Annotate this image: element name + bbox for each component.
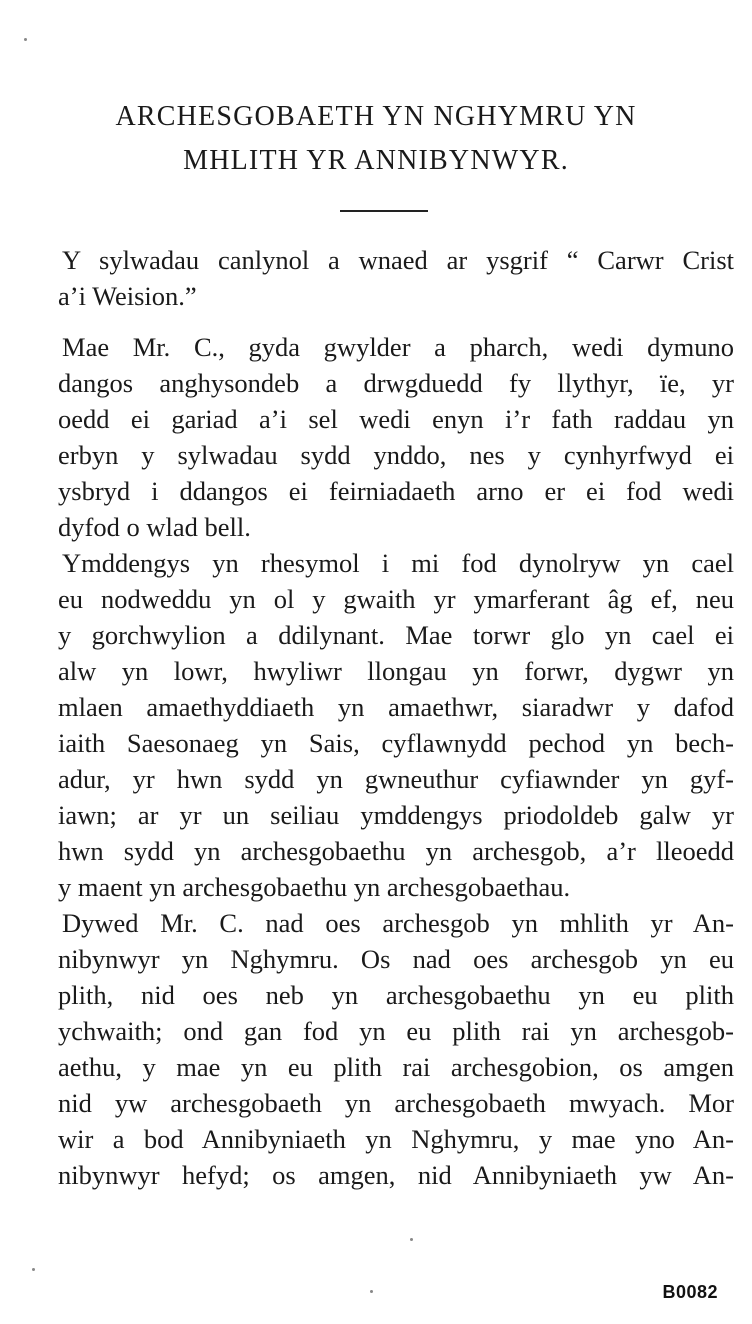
text-line: Dywed Mr. C. nad oes archesgob yn mhlith yr An- xyxy=(62,908,734,938)
title-line-1: ARCHESGOBAETH YN NGHYMRU YN xyxy=(115,101,637,132)
text-line: dyfod o wlad bell. xyxy=(58,512,251,542)
text-line: adur, yr hwn sydd yn gwneuthur cyfiawnder yn gyf- xyxy=(58,764,734,794)
text-line: ychwaith; ond gan fod yn eu plith rai yn archesgob- xyxy=(58,1016,734,1046)
text-line: aethu, y mae yn eu plith rai archesgobion, os amgen xyxy=(58,1052,734,1082)
paper-speck xyxy=(24,38,27,41)
text-line: iawn; ar yr un seiliau ymddengys priodoldeb galw yr xyxy=(58,800,734,830)
text-line: erbyn y sylwadau sydd ynddo, nes y cynhyrfwyd ei xyxy=(58,440,734,470)
text-line: y maent yn archesgobaethu yn archesgobaethau. xyxy=(58,872,571,902)
text-line: hwn sydd yn archesgobaethu yn archesgob, a’r lleoedd xyxy=(58,836,734,866)
text-line: oedd ei gariad a’i sel wedi enyn i’r fath raddau yn xyxy=(58,404,734,434)
title-line-2: MHLITH YR ANNIBYNWYR. xyxy=(183,145,569,176)
text-line: a’i Weision.” xyxy=(58,281,197,311)
text-line: dangos anghysondeb a drwgduedd fy llythyr, ïe, yr xyxy=(58,368,734,398)
text-line: y gorchwylion a ddilynant. Mae torwr glo yn cael ei xyxy=(58,620,734,650)
paper-speck xyxy=(32,1268,35,1271)
text-line: nid yw archesgobaeth yn archesgobaeth mwyach. Mor xyxy=(58,1088,734,1118)
text-line: nibynwyr yn Nghymru. Os nad oes archesgob yn eu xyxy=(58,944,734,974)
text-line: Y sylwadau canlynol a wnaed ar ysgrif “ Carwr Crist xyxy=(62,245,734,275)
text-line: ysbryd i ddangos ei feirniadaeth arno er ei fod wedi xyxy=(58,476,734,506)
text-line: iaith Saesonaeg yn Sais, cyflawnydd pechod yn bech- xyxy=(58,728,734,758)
page-identifier: B0082 xyxy=(662,1282,718,1302)
text-line: alw yn lowr, hwyliwr llongau yn forwr, dygwr yn xyxy=(58,656,734,686)
paper-speck xyxy=(410,1238,413,1241)
paper-speck xyxy=(370,1290,373,1293)
title-divider xyxy=(340,210,428,212)
text-line: Ymddengys yn rhesymol i mi fod dynolryw yn cael xyxy=(62,548,734,578)
text-line: mlaen amaethyddiaeth yn amaethwr, siaradwr y dafod xyxy=(58,692,734,722)
text-line: plith, nid oes neb yn archesgobaethu yn eu plith xyxy=(58,980,734,1010)
text-line: eu nodweddu yn ol y gwaith yr ymarferant âg ef, neu xyxy=(58,584,734,614)
text-line: wir a bod Annibyniaeth yn Nghymru, y mae yno An- xyxy=(58,1124,734,1154)
text-line: Mae Mr. C., gyda gwylder a pharch, wedi dymuno xyxy=(62,332,734,362)
text-line: nibynwyr hefyd; os amgen, nid Annibyniaeth yw An- xyxy=(58,1160,734,1190)
